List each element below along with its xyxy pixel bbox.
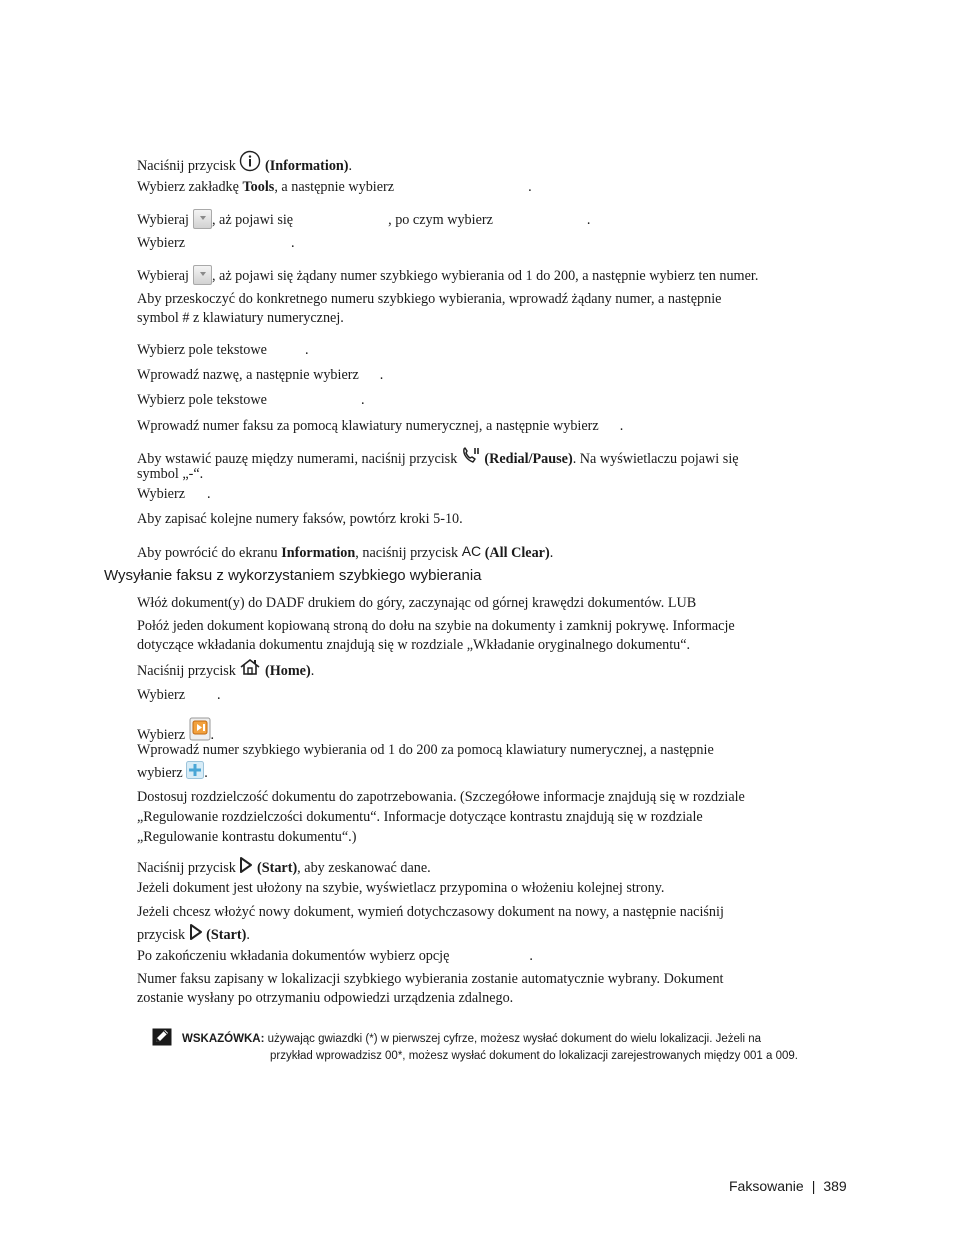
step-select xyxy=(137,234,295,253)
send-step-auto-dial-cont: zostanie wysłany po otrzymaniu odpowiedzi urządzenia zdalnego. xyxy=(137,990,514,1006)
step-enter-fax-number xyxy=(137,417,623,436)
text: Naciśnij przycisk xyxy=(137,663,236,679)
text: wybierz xyxy=(137,765,183,781)
page-footer xyxy=(729,1178,847,1194)
send-step-finish-loading xyxy=(137,947,533,966)
text: , naciśnij przycisk xyxy=(355,545,459,561)
text: Wybierz xyxy=(137,727,185,743)
text: . xyxy=(310,663,315,679)
footer-section: Faksowanie xyxy=(729,1178,804,1194)
text: . xyxy=(304,342,309,358)
step-press-information xyxy=(137,150,352,178)
text: Naciśnij przycisk xyxy=(137,158,236,174)
send-step-press-start xyxy=(137,856,431,880)
step-select-tools xyxy=(137,178,532,197)
text: Wybieraj xyxy=(137,212,189,228)
text: . xyxy=(549,545,554,561)
text: używając gwiazdki (*) w pierwszej cyfrze, możesz wysłać dokument do wielu lokalizacji. Jeżeli na xyxy=(267,1033,762,1045)
text: . xyxy=(619,418,624,434)
send-step-load-glass: Połóż jeden dokument kopiowaną stroną do dołu na szybie na dokumenty i zamknij pokrywę. Informacje xyxy=(137,618,735,634)
step-repeat: Aby zapisać kolejne numery faksów, powtórz kroki 5-10. xyxy=(137,511,463,527)
home-label: (Home) xyxy=(264,663,311,679)
information-label: Information xyxy=(281,545,356,561)
send-step-select xyxy=(137,686,221,705)
text: Po zakończeniu wkładania dokumentów wybierz opcję xyxy=(137,948,450,964)
step-select xyxy=(137,485,211,504)
send-step-press-home xyxy=(137,658,314,682)
send-step-adjust-resolution-cont: „Regulowanie rozdzielczości dokumentu“. Informacje dotyczące kontrastu znajdują się w rozdziale xyxy=(137,809,703,825)
start-label: (Start) xyxy=(256,860,298,876)
text: Wprowadź numer faksu za pomocą klawiatury numerycznej, a następnie wybierz xyxy=(137,418,599,434)
text: . xyxy=(207,486,211,502)
text: . xyxy=(204,765,208,781)
all-clear-icon: AC xyxy=(461,543,482,559)
send-step-glass-reminder: Jeżeli dokument jest ułożony na szybie, wyświetlacz przypomina o włożeniu kolejnej strony. xyxy=(137,880,665,896)
redial-pause-icon xyxy=(461,446,481,470)
send-step-enter-speed-dial-cont xyxy=(137,761,208,785)
text: , po czym wybierz xyxy=(388,212,493,228)
text: Wybieraj xyxy=(137,268,189,284)
text: . xyxy=(360,392,365,408)
step-scroll-speed-dial xyxy=(137,265,758,286)
text: , aż pojawi się xyxy=(211,212,294,228)
scroll-down-button-icon xyxy=(193,209,212,229)
note-line: przykład wprowadzisz 00*, możesz wysłać dokument do lokalizacji zarejestrowanych między 001 a 009. xyxy=(270,1050,798,1062)
page-number: 389 xyxy=(823,1178,847,1194)
text: . xyxy=(348,158,353,174)
step-select-text-field xyxy=(137,341,309,360)
section-heading: Wysyłanie faksu z wykorzystaniem szybkiego wybierania xyxy=(104,567,482,584)
text: Wprowadź nazwę, a następnie wybierz xyxy=(137,367,359,383)
note-line xyxy=(182,1033,761,1045)
text: , aż pojawi się żądany numer szybkiego wybierania od 1 do 200, a następnie wybierz ten numer. xyxy=(211,268,759,284)
add-icon xyxy=(186,761,204,785)
scroll-down-button-icon xyxy=(193,265,212,285)
home-icon xyxy=(239,658,261,682)
footer-separator: | xyxy=(811,1178,816,1194)
send-step-adjust-resolution: Dostosuj rozdzielczość dokumentu do zapotrzebowania. (Szczegółowe informacje znajdują się w rozdziale xyxy=(137,789,745,805)
step-enter-name xyxy=(137,366,383,385)
text: Aby wstawić pauzę między numerami, naciśnij przycisk xyxy=(137,451,458,467)
start-icon xyxy=(189,923,203,947)
text: Wybierz pole tekstowe xyxy=(137,392,267,408)
text: Wybierz pole tekstowe xyxy=(137,342,267,358)
information-label: (Information) xyxy=(264,158,349,174)
redial-pause-label: (Redial/Pause) xyxy=(484,451,573,467)
information-icon xyxy=(239,150,261,178)
step-pause-note xyxy=(137,446,739,470)
text: przycisk xyxy=(137,927,186,943)
send-step-new-document-cont xyxy=(137,923,250,947)
send-step-new-document: Jeżeli chcesz włożyć nowy dokument, wymień dotychczasowy dokument na nowy, a następnie naciśnij xyxy=(137,904,724,920)
send-step-load-dadf: Włóż dokument(y) do DADF drukiem do góry, zaczynając od górnej krawędzi dokumentów. LUB xyxy=(137,595,697,611)
tools-label: Tools xyxy=(242,179,275,195)
step-note-line: symbol # z klawiatury numerycznej. xyxy=(137,310,344,326)
text: Naciśnij przycisk xyxy=(137,860,236,876)
note-label: WSKAZÓWKA: xyxy=(182,1033,265,1045)
text: . xyxy=(210,727,215,743)
text: . xyxy=(528,179,532,195)
start-icon xyxy=(239,856,253,880)
text: . xyxy=(586,212,591,228)
send-step-enter-speed-dial: Wprowadź numer szybkiego wybierania od 1 do 200 za pomocą klawiatury numerycznej, a następnie xyxy=(137,742,714,758)
step-select-text-field xyxy=(137,391,365,410)
text: . xyxy=(291,235,295,251)
note-pencil-icon xyxy=(152,1028,172,1049)
text: . xyxy=(529,948,533,964)
text: , aby zeskanować dane. xyxy=(297,860,431,876)
text: Wybierz xyxy=(137,235,185,251)
text: . xyxy=(379,367,384,383)
step-scroll-until xyxy=(137,209,590,230)
text: , a następnie wybierz xyxy=(274,179,395,195)
text: Wybierz xyxy=(137,687,185,703)
text: Aby powrócić do ekranu xyxy=(137,545,278,561)
text: Wybierz zakładkę xyxy=(137,179,239,195)
text: Wybierz xyxy=(137,486,185,502)
send-step-load-glass-cont: dotyczące wkładania dokumentu znajdują się w rozdziale „Wkładanie oryginalnego dokumentu“. xyxy=(137,637,691,653)
all-clear-label: (All Clear) xyxy=(484,545,550,561)
send-step-auto-dial: Numer faksu zapisany w lokalizacji szybkiego wybierania zostanie automatycznie wybrany. Dokument xyxy=(137,971,724,987)
step-return-information xyxy=(137,542,553,563)
send-step-adjust-resolution-cont: „Regulowanie kontrastu dokumentu“.) xyxy=(137,829,357,845)
step-note-line: Aby przeskoczyć do konkretnego numeru szybkiego wybierania, wprowadź żądany numer, a następnie xyxy=(137,291,722,307)
step-note-line: symbol „-“. xyxy=(137,466,204,482)
text: . xyxy=(246,927,250,943)
text: . Na wyświetlaczu pojawi się xyxy=(572,451,739,467)
text: . xyxy=(217,687,221,703)
start-label: (Start) xyxy=(206,927,247,943)
